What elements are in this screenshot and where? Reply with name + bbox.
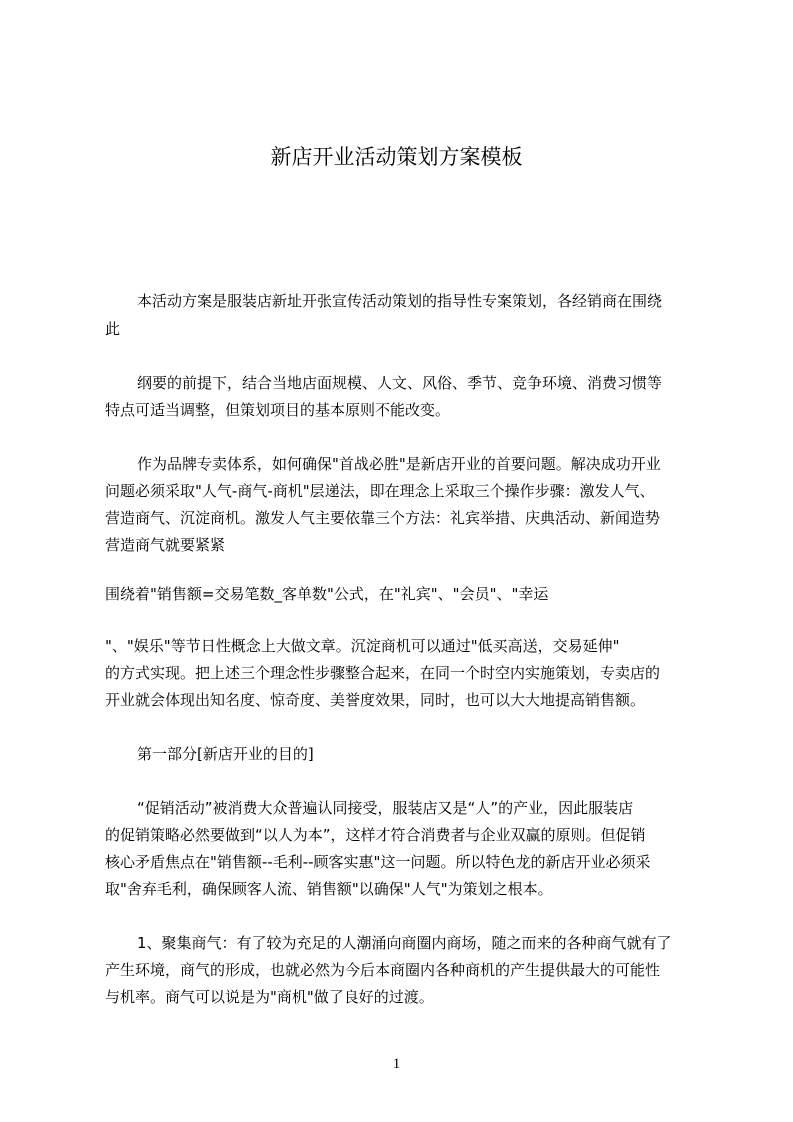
body-line: “促销活动”被消费大众普遍认同接受，服装店又是“人”的产业，因此服装店 (137, 799, 634, 817)
body-line: 特点可适当调整，但策划项目的基本原则不能改变。 (105, 401, 451, 419)
body-line: 核心矛盾焦点在"销售额--毛利--顾客实惠"这一问题。所以特色龙的新店开业必须采 (105, 853, 651, 871)
page-number: 1 (392, 1056, 401, 1072)
body-line: 营造商气、沉淀商机。激发人气主要依靠三个方法：礼宾举措、庆典活动、新闻造势 (105, 509, 661, 527)
body-line: 产生环境，商气的形成，也就必然为今后本商圈内各种商机的产生提供最大的可能性 (105, 961, 661, 979)
body-line: 取"舍弃毛利，确保顾客人流、销售额"以确保"人气"为策划之根本。 (105, 880, 553, 898)
body-line: 1、聚集商气：有了较为充足的人潮涌向商圈内商场，随之而来的各种商气就有了 (137, 934, 672, 952)
section-heading: 第一部分[新店开业的目的] (137, 745, 314, 763)
body-line: 问题必须采取"人气-商气-商机"层递法，即在理念上采取三个操作步骤：激发人气、 (105, 482, 655, 500)
body-line: 围绕着"销售额=交易笔数_客单数"公式，在"礼宾"、"会员"、"幸运 (105, 585, 549, 603)
body-line: 营造商气就要紧紧 (105, 536, 226, 554)
body-line: 开业就会体现出知名度、惊奇度、美誉度效果，同时，也可以大大地提高销售额。 (105, 691, 646, 709)
body-line: "、"娱乐"等节日性概念上大做文章。沉淀商机可以通过"低买高送，交易延伸" (105, 637, 620, 655)
body-line: 的促销策略必然要做到“以人为本”，这样才符合消费者与企业双赢的原则。但促销 (105, 826, 646, 844)
body-line: 本活动方案是服装店新址开张宣传活动策划的指导性专案策划，各经销商在围绕 (137, 292, 663, 310)
document-title: 新店开业活动策划方案模板 (270, 145, 523, 169)
body-line: 与机率。商气可以说是为"商机"做了良好的过渡。 (105, 988, 434, 1006)
body-line: 作为品牌专卖体系，如何确保"首战必胜"是新店开业的首要问题。解决成功开业 (137, 455, 661, 473)
body-line: 纲要的前提下，结合当地店面规模、人文、风俗、季节、竞争环境、消费习惯等 (137, 374, 663, 392)
body-line: 此 (105, 320, 121, 338)
body-line: 的方式实现。把上述三个理念性步骤整合起来，在同一个时空内实施策划，专卖店的 (105, 664, 661, 682)
